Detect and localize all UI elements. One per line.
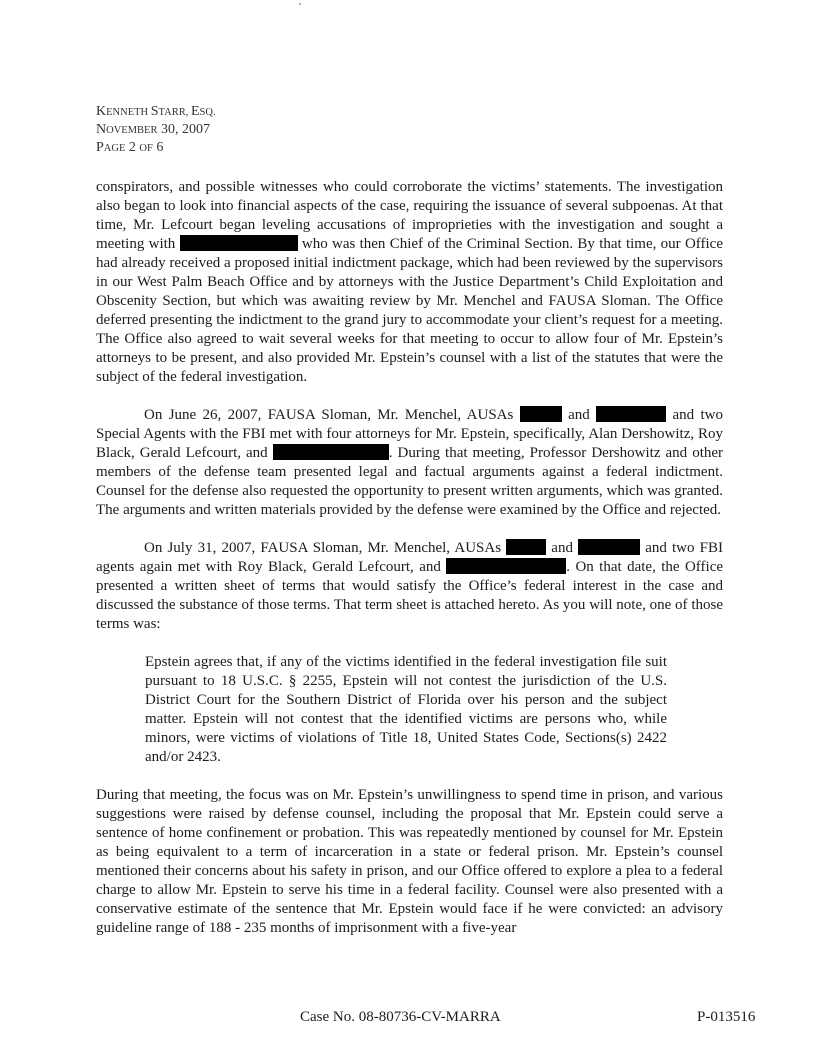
redaction-box: [273, 444, 389, 460]
header-recipient: KENNETH STARR, ESQ.: [96, 104, 216, 119]
redaction-box: [180, 235, 298, 251]
redaction-box: [596, 406, 666, 422]
paragraph-1: conspirators, and possible witnesses who could corroborate the victims’ statements. The investigation also began to look into financial aspects of the case, requiring the issuance of several subpoenas. At that time, Mr. Lefcourt began leveling accusations of improprieties with the investigation and sought a meeting with who was then Chief of the Criminal Section. By that time, our Office had already received a proposed initial indictment package, which had been reviewed by the supervisors in our West Palm Beach Office and by attorneys with the Justice Department’s Child Exploitation and Obscenity Section, but which was awaiting review by Mr. Menchel and FAUSA Sloman. The Office deferred presenting the indictment to the grand jury to accommodate your client’s request for a meeting. The Office also agreed to wait several weeks for that meeting to occur to allow four of Mr. Epstein’s attorneys to be present, and also provided Mr. Epstein’s counsel with a list of the statutes that were the subject of the federal investigation.: [96, 179, 723, 385]
redaction-box: [446, 558, 566, 574]
redaction-box: [520, 406, 562, 422]
footer-case-number: Case No. 08-80736-CV-MARRA: [300, 1009, 501, 1025]
letter-header: [96, 103, 216, 157]
paragraph-4: During that meeting, the focus was on Mr. Epstein’s unwillingness to spend time in prison, and various suggestions were raised by defense counsel, including the proposal that Mr. Epstein could serve a sentence of home confinement or probation. This was repeatedly mentioned by counsel for Mr. Epstein as being equivalent to a term of incarceration in a state or federal prison. Mr. Epstein’s counsel mentioned their concerns about his safety in prison, and our Office offered to explore a plea to a federal charge to allow Mr. Epstein to serve his time in a federal facility. Counsel were also presented with a conservative estimate of the sentence that Mr. Epstein would face if he were convicted: an advisory guideline range of 188 - 235 months of imprisonment with a five-year: [96, 787, 723, 936]
letter-body: [96, 178, 723, 938]
footer-bates-number: P-013516: [697, 1009, 756, 1025]
redaction-box: [578, 539, 640, 555]
scan-speck: [299, 3, 301, 5]
paragraph-2: On June 26, 2007, FAUSA Sloman, Mr. Menchel, AUSAs and and two Special Agents with the FBI met with four attorneys for Mr. Epstein, specifically, Alan Dershowitz, Roy Black, Gerald Lefcourt, and . During that meeting, Professor Dershowitz and other members of the defense team presented legal and factual arguments against a federal indictment. Counsel for the defense also requested the opportunity to present written arguments, which was granted. The arguments and written materials provided by the defense were examined by the Office and rejected.: [96, 407, 724, 518]
header-page: PAGE 2 OF 6: [96, 140, 164, 155]
paragraph-3: On July 31, 2007, FAUSA Sloman, Mr. Menchel, AUSAs and and two FBI agents again met with Roy Black, Gerald Lefcourt, and . On that date, the Office presented a written sheet of terms that would satisfy the Office’s federal interest in the case and discussed the substance of those terms. That term sheet is attached hereto. As you will note, one of those terms was:: [96, 540, 724, 632]
header-date: NOVEMBER 30, 2007: [96, 122, 210, 137]
block-quote: Epstein agrees that, if any of the victims identified in the federal investigation file suit pursuant to 18 U.S.C. § 2255, Epstein will not contest the jurisdiction of the U.S. District Court for the Southern District of Florida over his person and the subject matter. Epstein will not contest that the identified victims are persons who, while minors, were victims of violations of Title 18, United States Code, Sections(s) 2422 and/or 2423.: [145, 654, 667, 765]
redaction-box: [506, 539, 546, 555]
